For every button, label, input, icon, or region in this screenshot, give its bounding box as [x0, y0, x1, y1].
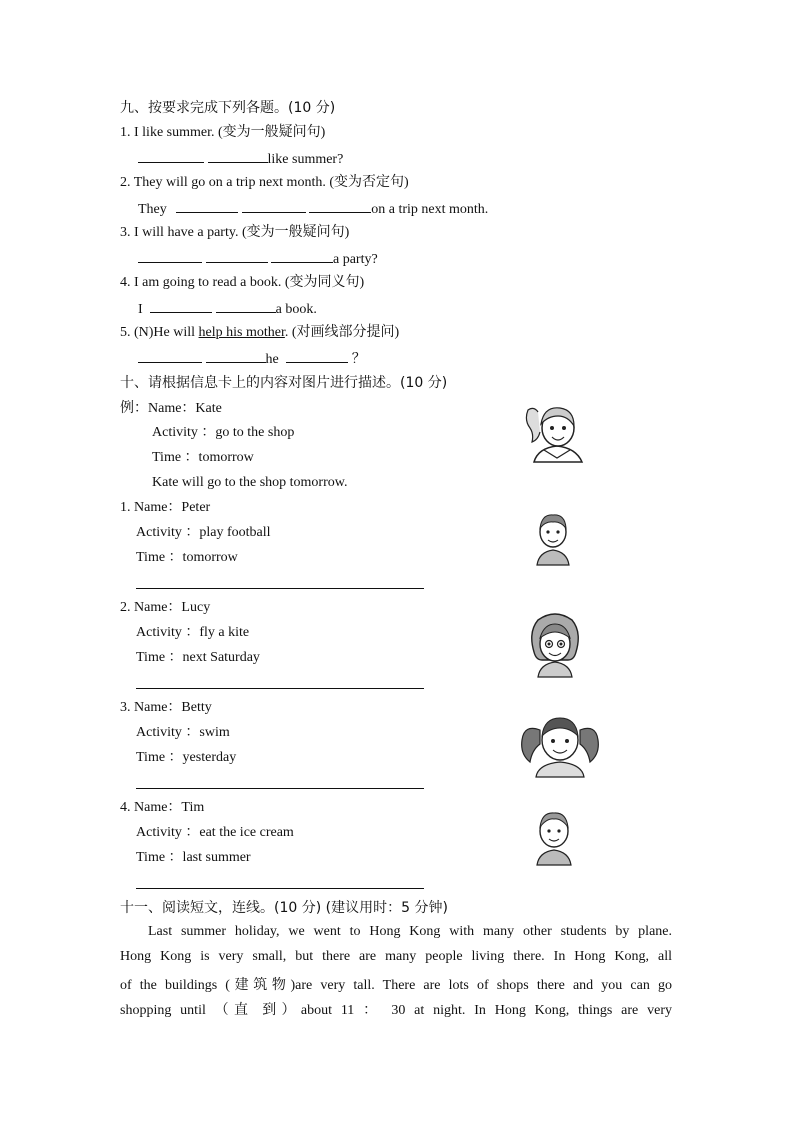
girl-kate-picture — [524, 400, 590, 468]
item-2-time: Time ：next Saturday — [136, 650, 260, 665]
q3-text: 3. I will have a party. (变为一般疑问句) — [120, 225, 350, 240]
item-4-time: Time ：last summer — [136, 850, 251, 865]
item-2-activity: Activity ：fly a kite — [136, 625, 250, 640]
girl-betty-picture — [518, 710, 602, 778]
q2-answer-line: They on a trip next month. — [138, 199, 488, 219]
item-3-time: Time ：yesterday — [136, 750, 237, 765]
example-sentence: Kate will go to the shop tomorrow. — [152, 475, 348, 490]
blank[interactable] — [216, 299, 276, 313]
q1-answer-line: like summer? — [138, 149, 343, 169]
item-1-answer-line[interactable] — [136, 588, 424, 589]
q3-answer-line: a party? — [138, 249, 378, 269]
blank[interactable] — [208, 149, 268, 163]
girl-lucy-picture — [528, 612, 582, 678]
section-9-title: 九、按要求完成下列各题。(10 分) — [120, 100, 336, 116]
item-1-activity: Activity ：play football — [136, 525, 271, 540]
item-3-name: 3. Name：Betty — [120, 700, 212, 715]
section-10-title: 十、请根据信息卡上的内容对图片进行描述。(10 分) — [120, 375, 448, 391]
passage-line-2: Hong Kong is very small, but there are many people living there. In Hong Kong, all — [120, 949, 672, 964]
passage-line-3: of the buildings (建筑物)are very tall. There are lots of shops there and you can go — [120, 978, 672, 993]
q5-answer-line: he ？ — [138, 349, 366, 369]
blank[interactable] — [309, 199, 371, 213]
blank[interactable] — [242, 199, 306, 213]
example-activity: Activity ：go to the shop — [152, 425, 295, 440]
example-time: Time ：tomorrow — [152, 450, 254, 465]
passage-line-4: shopping until （直 到）about 11 ： 30 at night. In Hong Kong, things are very — [120, 1003, 672, 1018]
blank[interactable] — [138, 149, 204, 163]
blank[interactable] — [138, 349, 202, 363]
item-1-name: 1. Name：Peter — [120, 500, 211, 515]
blank[interactable] — [206, 249, 268, 263]
item-3-answer-line[interactable] — [136, 788, 424, 789]
blank[interactable] — [150, 299, 212, 313]
item-4-name: 4. Name：Tim — [120, 800, 205, 815]
item-3-activity: Activity ：swim — [136, 725, 230, 740]
item-4-activity: Activity ：eat the ice cream — [136, 825, 294, 840]
item-2-answer-line[interactable] — [136, 688, 424, 689]
item-4-answer-line[interactable] — [136, 888, 424, 889]
blank[interactable] — [176, 199, 238, 213]
boy-peter-picture — [534, 510, 572, 566]
item-1-time: Time ：tomorrow — [136, 550, 238, 565]
blank[interactable] — [286, 349, 348, 363]
q2-text: 2. They will go on a trip next month. (变为否定句) — [120, 175, 409, 190]
q4-answer-line: I a book. — [138, 299, 317, 319]
item-2-name: 2. Name：Lucy — [120, 600, 211, 615]
underlined-phrase: help his mother — [198, 325, 285, 340]
blank[interactable] — [138, 249, 202, 263]
blank[interactable] — [271, 249, 333, 263]
q5-text: 5. (N)He will help his mother. (对画线部分提问) — [120, 325, 400, 340]
example-name: 例：Name：Kate — [120, 400, 222, 416]
boy-tim-picture — [534, 808, 574, 866]
q1-text: 1. I like summer. (变为一般疑问句) — [120, 125, 326, 140]
q4-text: 4. I am going to read a book. (变为同义句) — [120, 275, 365, 290]
blank[interactable] — [206, 349, 266, 363]
passage-line-1: Last summer holiday, we went to Hong Kong with many other students by plane. — [148, 924, 672, 939]
section-11-title: 十一、阅读短文，连线。(10 分) (建议用时：5 分钟) — [120, 900, 448, 916]
